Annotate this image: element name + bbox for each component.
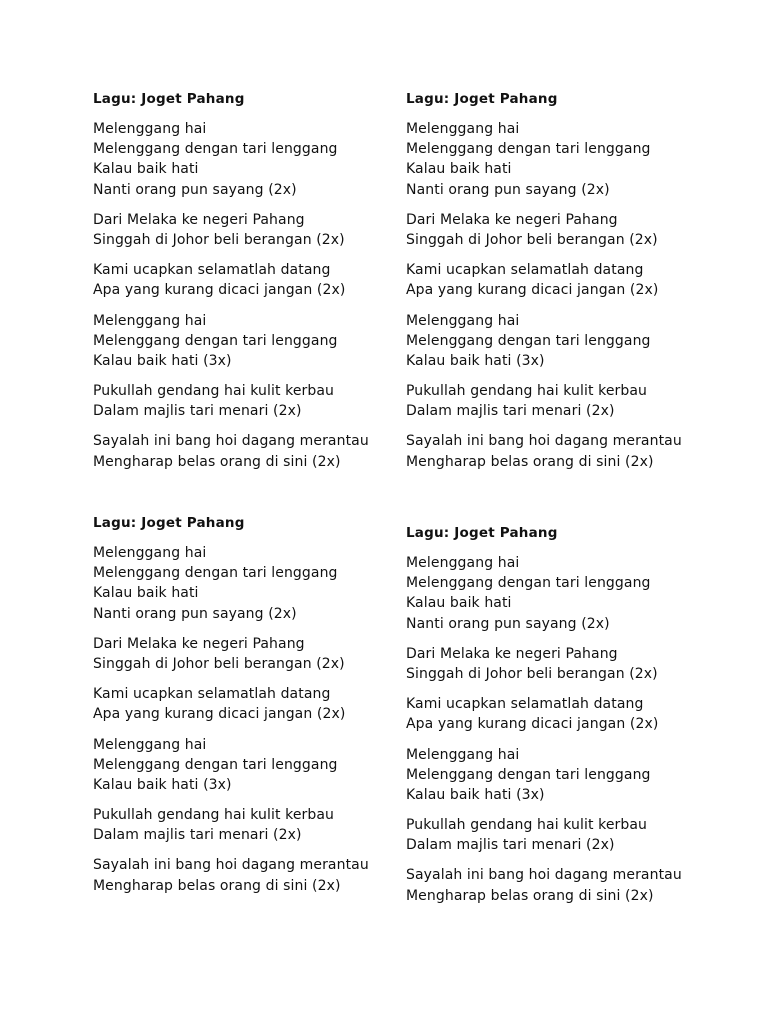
song-bottom-right (406, 523, 736, 916)
stanza (406, 381, 736, 421)
lyric-line: Singgah di Johor beli berangan (2x) (406, 231, 658, 248)
lyric-line: Melenggang hai (406, 555, 520, 571)
song-title: Lagu: Joget Pahang (93, 515, 245, 531)
lyric-line: Melenggang hai (93, 736, 207, 753)
lyrics (406, 119, 736, 472)
lyric-line: Melenggang hai (93, 312, 207, 329)
lyric-line: Kalau baik hati (406, 595, 512, 612)
lyric-line: Pukullah gendang hai kulit kerbau (406, 817, 648, 834)
stanza (406, 865, 736, 905)
lyric-line: Sayalah ini bang hoi dagang merantau (406, 867, 682, 884)
lyric-line: Melenggang dengan tari lenggang (406, 332, 651, 349)
stanza (93, 855, 423, 895)
lyric-line: Kalau baik hati (93, 585, 199, 602)
lyric-line: Dalam majlis tari menari (2x) (406, 403, 615, 420)
lyric-line: Melenggang hai (406, 312, 520, 329)
lyric-line: Kami ucapkan selamatlah datang (93, 686, 331, 703)
lyric-line: Pukullah gendang hai kulit kerbau (93, 383, 335, 400)
song-top-left (93, 89, 423, 482)
lyric-line: Mengharap belas orang di sini (2x) (93, 877, 341, 894)
lyric-line: Apa yang kurang dicaci jangan (2x) (93, 706, 346, 723)
stanza (93, 634, 423, 674)
lyric-line: Mengharap belas orang di sini (2x) (406, 887, 654, 904)
lyric-line: Mengharap belas orang di sini (2x) (93, 453, 341, 470)
lyric-line: Kalau baik hati (93, 161, 199, 178)
stanza (406, 553, 736, 634)
lyric-line: Kami ucapkan selamatlah datang (406, 696, 644, 713)
lyric-line: Nanti orang pun sayang (2x) (93, 605, 297, 622)
lyric-line: Kalau baik hati (3x) (93, 776, 232, 793)
lyric-line: Dari Melaka ke negeri Pahang (406, 645, 618, 662)
lyric-line: Melenggang hai (406, 121, 520, 137)
lyric-line: Dalam majlis tari menari (2x) (93, 827, 302, 844)
lyric-line: Sayalah ini bang hoi dagang merantau (93, 857, 369, 874)
lyric-line: Pukullah gendang hai kulit kerbau (406, 383, 648, 400)
lyric-line: Kalau baik hati (3x) (93, 352, 232, 369)
lyric-line: Apa yang kurang dicaci jangan (2x) (406, 716, 659, 733)
stanza (93, 431, 423, 471)
lyric-line: Apa yang kurang dicaci jangan (2x) (406, 282, 659, 299)
lyric-line: Melenggang dengan tari lenggang (93, 141, 338, 158)
lyric-line: Melenggang dengan tari lenggang (93, 332, 338, 349)
stanza (406, 745, 736, 806)
lyrics (93, 543, 423, 896)
song-title: Lagu: Joget Pahang (406, 91, 558, 107)
stanza (93, 260, 423, 300)
stanza (406, 210, 736, 250)
lyric-line: Melenggang hai (93, 545, 207, 561)
lyric-line: Kalau baik hati (3x) (406, 786, 545, 803)
stanza (93, 381, 423, 421)
stanza (406, 260, 736, 300)
lyric-line: Kami ucapkan selamatlah datang (406, 262, 644, 279)
lyric-line: Apa yang kurang dicaci jangan (2x) (93, 282, 346, 299)
lyrics (93, 119, 423, 472)
lyric-line: Nanti orang pun sayang (2x) (406, 181, 610, 198)
stanza (406, 694, 736, 734)
stanza (93, 805, 423, 845)
lyric-line: Melenggang dengan tari lenggang (406, 141, 651, 158)
stanza (406, 431, 736, 471)
lyric-line: Nanti orang pun sayang (2x) (93, 181, 297, 198)
lyric-line: Singgah di Johor beli berangan (2x) (93, 231, 345, 248)
lyric-line: Melenggang dengan tari lenggang (93, 756, 338, 773)
song-title: Lagu: Joget Pahang (93, 91, 245, 107)
lyrics (406, 553, 736, 906)
stanza (93, 210, 423, 250)
lyric-line: Melenggang dengan tari lenggang (406, 766, 651, 783)
stanza (93, 311, 423, 372)
song-title: Lagu: Joget Pahang (406, 525, 558, 541)
stanza (93, 735, 423, 796)
stanza (93, 119, 423, 200)
lyric-line: Nanti orang pun sayang (2x) (406, 615, 610, 632)
lyric-line: Pukullah gendang hai kulit kerbau (93, 807, 335, 824)
lyric-line: Singgah di Johor beli berangan (2x) (93, 655, 345, 672)
lyric-line: Dari Melaka ke negeri Pahang (93, 211, 305, 228)
lyric-line: Sayalah ini bang hoi dagang merantau (93, 433, 369, 450)
lyric-line: Dari Melaka ke negeri Pahang (406, 211, 618, 228)
lyric-line: Kalau baik hati (406, 161, 512, 178)
stanza (406, 815, 736, 855)
stanza (93, 543, 423, 624)
lyric-line: Mengharap belas orang di sini (2x) (406, 453, 654, 470)
lyric-line: Singgah di Johor beli berangan (2x) (406, 665, 658, 682)
lyric-line: Sayalah ini bang hoi dagang merantau (406, 433, 682, 450)
lyric-line: Melenggang hai (93, 121, 207, 137)
lyric-line: Dari Melaka ke negeri Pahang (93, 635, 305, 652)
lyric-line: Dalam majlis tari menari (2x) (406, 837, 615, 854)
stanza (406, 119, 736, 200)
song-bottom-left (93, 513, 423, 906)
lyric-line: Kami ucapkan selamatlah datang (93, 262, 331, 279)
stanza (93, 684, 423, 724)
lyric-line: Dalam majlis tari menari (2x) (93, 403, 302, 420)
lyric-line: Melenggang dengan tari lenggang (406, 575, 651, 592)
lyric-line: Kalau baik hati (3x) (406, 352, 545, 369)
song-top-right (406, 89, 736, 482)
stanza (406, 311, 736, 372)
lyric-line: Melenggang hai (406, 746, 520, 763)
stanza (406, 644, 736, 684)
lyric-line: Melenggang dengan tari lenggang (93, 565, 338, 582)
